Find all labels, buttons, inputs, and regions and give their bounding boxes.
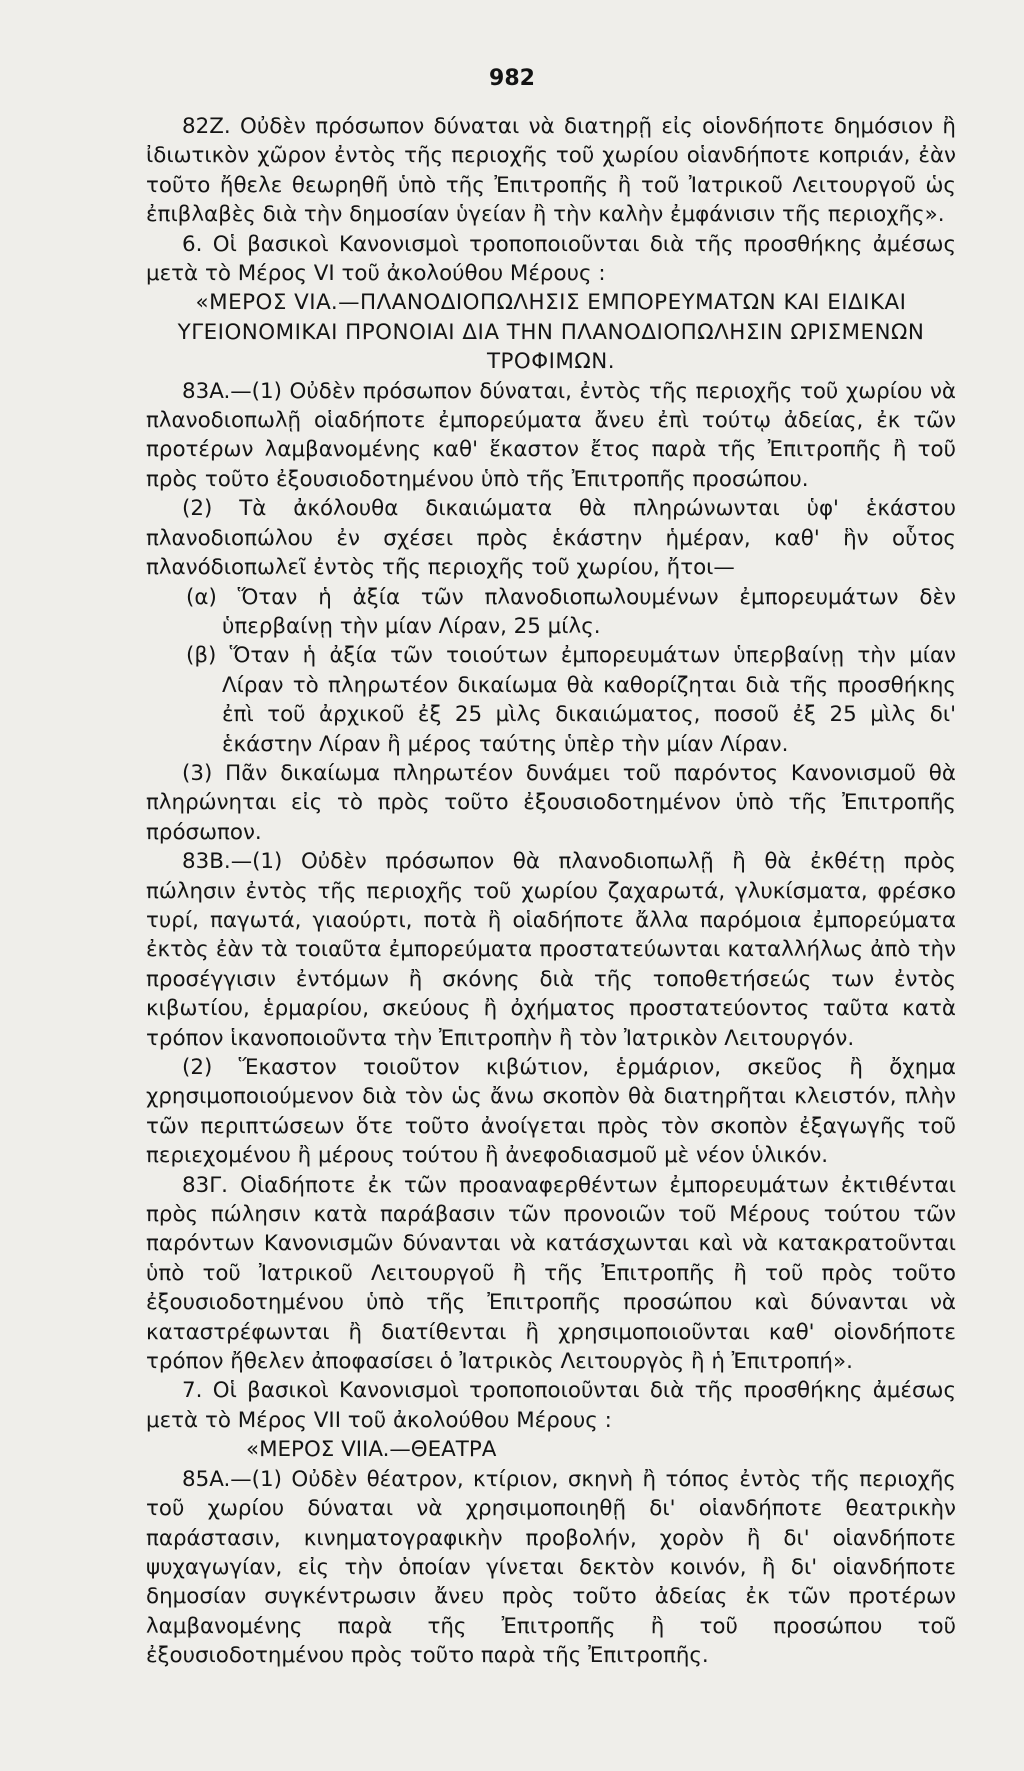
paragraph-83a-3: (3) Πᾶν δικαίωμα πληρωτέον δυνάμει τοῦ παρόντος Κανονισμοῦ θὰ πληρώνηται εἰς τὸ πρὸς τοῦτο ἐξουσιοδοτημένον ὑπὸ τῆς Ἐπιτροπῆς πρόσωπον.	[146, 760, 956, 845]
paragraph-83a-1: 83A.—(1) Οὐδὲν πρόσωπον δύναται, ἐντὸς τῆς περιοχῆς τοῦ χωρίου νὰ πλανοδιοπωλῇ οἱαδήποτε ἐμπορεύματα ἄνευ ἐπὶ τούτῳ ἀδείας, ἐκ τῶν προτέρων λαμβανομένης καθ' ἕκαστον ἔτος παρὰ τῆς Ἐπιτροπῆς ἢ τοῦ πρὸς τοῦτο ἐξουσιοδοτημένου ὑπὸ τῆς Ἐπιτροπῆς προσώπου.	[146, 378, 956, 492]
paragraph-83b-2: (2) Ἕκαστον τοιοῦτον κιβώτιον, ἑρμάριον, σκεῦος ἢ ὄχημα χρησιμοποιούμενον διὰ τὸν ὡς ἄνω σκοπὸν θὰ διατηρῆται κλειστόν, πλὴν τῶν περιπτώσεων ὅτε τοῦτο ἀνοίγεται πρὸς τὸν σκοπὸν ἐξαγωγῆς τοῦ περιεχομένου ἢ μέρους τούτου ἢ ἀνεφοδιασμοῦ μὲ νέον ὑλικόν.	[146, 1055, 956, 1169]
part-viia-heading: «ΜΕΡΟΣ VIIA.—ΘΕΑΤΡΑ	[246, 1437, 497, 1463]
paragraph-amendment-7: 7. Οἱ βασικοὶ Κανονισμοὶ τροποποιοῦνται διὰ τῆς προσθήκης ἀμέσως μετὰ τὸ Μέρος VII τοῦ ἀκολούθου Μέρους :	[146, 1378, 956, 1433]
paragraph-83a-2-a: (α) Ὅταν ἡ ἀξία τῶν πλανοδιοπωλουμένων ἐμπορευμάτων δὲν ὑπερβαίνῃ τὴν μίαν Λίραν, 25 μίλς.	[186, 584, 956, 639]
paragraph-amendment-6: 6. Οἱ βασικοὶ Κανονισμοὶ τροποποιοῦνται διὰ τῆς προσθήκης ἀμέσως μετὰ τὸ Μέρος VI τοῦ ἀκολούθου Μέρους :	[146, 231, 956, 287]
document-body	[146, 112, 956, 1671]
paragraph-82z: 82Z. Οὐδὲν πρόσωπον δύναται νὰ διατηρῇ εἰς οἱονδήποτε δημόσιον ἢ ἰδιωτικὸν χῶρον ἐντὸς τῆς περιοχῆς τοῦ χωρίου οἱανδήποτε κοπριάν, ἐὰν τοῦτο ἤθελε θεωρηθῆ ὑπὸ τῆς Ἐπιτροπῆς ἢ τοῦ Ἰατρικοῦ Λειτουργοῦ ὡς ἐπιβλαβὲς διὰ τὴν δημοσίαν ὑγείαν ἢ τὴν καλὴν ἐμφάνισιν τῆς περιοχῆς».	[146, 114, 956, 228]
part-via-heading: «ΜΕΡΟΣ VIA.—ΠΛΑΝΟΔΙΟΠΩΛΗΣΙΣ ΕΜΠΟΡΕΥΜΑΤΩΝ ΚΑΙ ΕΙΔΙΚΑΙ ΥΓΕΙΟΝΟΜΙΚΑΙ ΠΡΟΝΟΙΑΙ ΔΙΑ ΤΗΝ ΠΛΑΝΟΔΙΟΠΩΛΗΣΙΝ ΩΡΙΣΜΕΝΩΝ ΤΡΟΦΙΜΩΝ.	[177, 290, 925, 375]
paragraph-83a-2-b: (β) Ὅταν ἡ ἀξία τῶν τοιούτων ἐμπορευμάτων ὑπερβαίνῃ τὴν μίαν Λίραν τὸ πληρωτέον δικαίωμα θὰ καθορίζηται διὰ τῆς προσθήκης ἐπὶ τοῦ ἀρχικοῦ ἐξ 25 μὶλς δικαιώματος, ποσοῦ ἐξ 25 μὶλς δι' ἑκάστην Λίραν ἢ μέρος ταύτης ὑπὲρ τὴν μίαν Λίραν.	[186, 643, 956, 757]
paragraph-85a-1: 85A.—(1) Οὐδὲν θέατρον, κτίριον, σκηνὴ ἢ τόπος ἐντὸς τῆς περιοχῆς τοῦ χωρίου δύναται νὰ χρησιμοποιηθῇ δι' οἱανδήποτε θεατρικὴν παράστασιν, κινηματογραφικὴν προβολήν, χορὸν ἢ δι' οἱανδήποτε ψυχαγωγίαν, εἰς τὴν ὁποίαν γίνεται δεκτὸν κοινόν, ἢ δι' οἱανδήποτε δημοσίαν συγκέντρωσιν ἄνευ πρὸς τοῦτο ἀδείας ἐκ τῶν προτέρων λαμβανομένης παρὰ τῆς Ἐπιτροπῆς ἢ τοῦ προσώπου τοῦ ἐξουσιοδοτημένου πρὸς τοῦτο παρὰ τῆς Ἐπιτροπῆς.	[146, 1466, 956, 1669]
paragraph-83b-1: 83B.—(1) Οὐδὲν πρόσωπον θὰ πλανοδιοπωλῇ ἢ θὰ ἐκθέτῃ πρὸς πώλησιν ἐντὸς τῆς περιοχῆς τοῦ χωρίου ζαχαρωτά, γλυκίσματα, φρέσκο τυρί, παγωτά, γιαούρτι, ποτὰ ἢ οἱαδήποτε ἄλλα παρόμοια ἐμπορεύματα ἐκτὸς ἐὰν τὰ τοιαῦτα ἐμπορεύματα προστατεύωνται καταλλήλως ἀπὸ τὴν προσέγγισιν ἐντόμων ἢ σκόνης διὰ τῆς τοποθετήσεώς των ἐντὸς κιβωτίου, ἑρμαρίου, σκεύους ἢ ὀχήματος προστατεύοντος ταῦτα κατὰ τρόπον ἱκανοποιοῦντα τὴν Ἐπιτροπὴν ἢ τὸν Ἰατρικὸν Λειτουργόν.	[146, 849, 956, 1051]
page-number: 982	[489, 66, 535, 91]
paragraph-83a-2: (2) Τὰ ἀκόλουθα δικαιώματα θὰ πληρώνωνται ὑφ' ἑκάστου πλανοδιοπώλου ἐν σχέσει πρὸς ἑκάστην ἡμέραν, καθ' ἣν οὗτος πλανόδιοπωλεῖ ἐντὸς τῆς περιοχῆς τοῦ χωρίου, ἤτοι—	[146, 496, 956, 581]
paragraph-83g: 83Γ. Οἱαδήποτε ἐκ τῶν προαναφερθέντων ἐμπορευμάτων ἐκτιθένται πρὸς πώλησιν κατὰ παράβασιν τῶν προνοιῶν τοῦ Μέρους τούτου τῶν παρόντων Κανονισμῶν δύνανται νὰ κατάσχωνται καὶ νὰ κατακρατοῦνται ὑπὸ τοῦ Ἰατρικοῦ Λειτουργοῦ ἢ τῆς Ἐπιτροπῆς ἢ τοῦ πρὸς τοῦτο ἐξουσιοδοτημένου ὑπὸ τῆς Ἐπιτροπῆς προσώπου καὶ δύνανται νὰ καταστρέφωνται ἢ διατίθενται ἢ χρησιμοποιοῦνται καθ' οἱονδήποτε τρόπον ἤθελεν ἀποφασίσει ὁ Ἰατρικὸς Λειτουργὸς ἢ ἡ Ἐπιτροπή».	[146, 1172, 956, 1375]
